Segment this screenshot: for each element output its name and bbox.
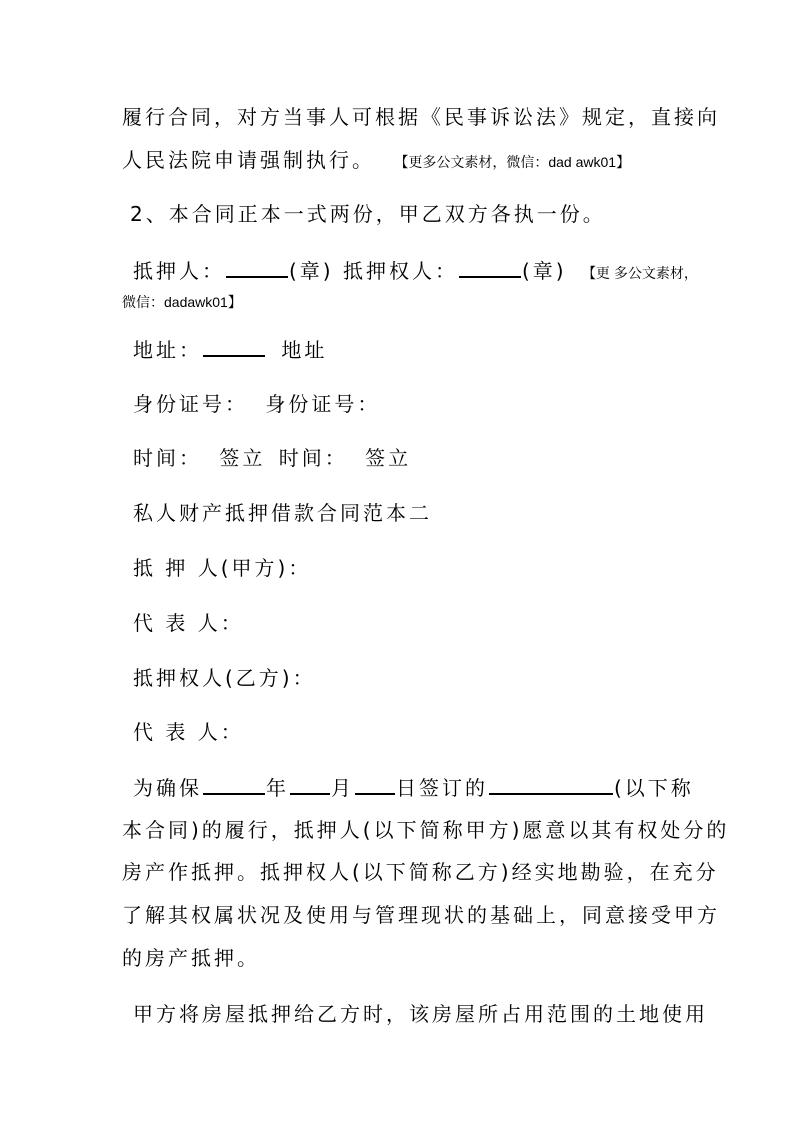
paragraph-line [122, 944, 260, 972]
party-line [133, 554, 311, 582]
paragraph-line [122, 146, 630, 176]
date-blank [355, 773, 395, 795]
contract-blank [489, 773, 613, 795]
paragraph-line [133, 1000, 708, 1028]
party-line [133, 609, 244, 637]
section-title [133, 499, 432, 527]
id-label: 身份证号： [133, 392, 248, 416]
text: 年 [266, 776, 289, 800]
party-line [133, 664, 316, 692]
seal-label: (章) [521, 259, 567, 283]
promo-note-line [122, 288, 242, 316]
text: 甲方将房屋抵押给乙方时，该房屋所占用范围的土地使用 [133, 1002, 708, 1026]
text: 为确保 [133, 776, 202, 800]
text: 房产作抵押。抵押权人(以下简称乙方)经实地勘验，在充分 [122, 860, 719, 884]
text: 人民法院申请强制执行。 [122, 148, 375, 172]
signature-blank [226, 256, 288, 278]
text: 的房产抵押。 [122, 946, 260, 970]
address-label: 地址： [133, 338, 202, 362]
text: 月 [331, 776, 354, 800]
id-label: 身份证号： [265, 392, 381, 416]
text: 日签订的 [396, 776, 488, 800]
contract-title: 私人财产抵押借款合同范本二 [133, 501, 432, 525]
time-label: 时间： [278, 446, 348, 470]
representative-label: 代 表 人： [133, 611, 244, 635]
promo-note: 微信：dadawk01】 [122, 294, 242, 310]
time-label: 时间： [133, 446, 202, 470]
seal-label: (章) [289, 259, 334, 283]
paragraph-line [122, 103, 720, 131]
signature-line [133, 256, 698, 287]
party-b-label: 抵押权人(乙方)： [133, 666, 316, 690]
text: 了解其权属状况及使用与管理现状的基础上，同意接受甲方 [122, 903, 720, 927]
paragraph-line [122, 816, 729, 844]
promo-note: 【更 多公文素材， [581, 265, 698, 281]
address-line [133, 335, 327, 364]
address-blank [203, 335, 265, 357]
address-label: 地址 [281, 338, 328, 362]
text: 2、本合同正本一式两份，甲乙双方各执一份。 [130, 202, 606, 226]
date-blank [290, 773, 330, 795]
party-a-label: 抵 押 人(甲方)： [133, 556, 312, 580]
time-value: 签立 [219, 446, 266, 470]
paragraph-line [130, 200, 606, 228]
time-line [133, 444, 411, 472]
signature-blank [459, 256, 521, 278]
representative-label: 代 表 人： [133, 720, 244, 744]
mortgagor-label: 抵押人： [133, 259, 225, 283]
party-line [133, 718, 244, 746]
paragraph-line [122, 858, 719, 886]
paragraph-line [122, 901, 720, 929]
promo-note: 【更多公文素材，微信：dad awk01】 [394, 154, 631, 170]
mortgagee-label: 抵押权人： [342, 259, 458, 283]
paragraph-line [133, 773, 694, 802]
date-blank [203, 773, 265, 795]
time-value: 签立 [365, 446, 412, 470]
text: 本合同)的履行，抵押人(以下简称甲方)愿意以其有权处分的 [122, 818, 730, 842]
text: (以下称 [614, 776, 694, 800]
id-line [133, 390, 380, 418]
text: 履行合同，对方当事人可根据《民事诉讼法》规定，直接向 [122, 105, 720, 129]
